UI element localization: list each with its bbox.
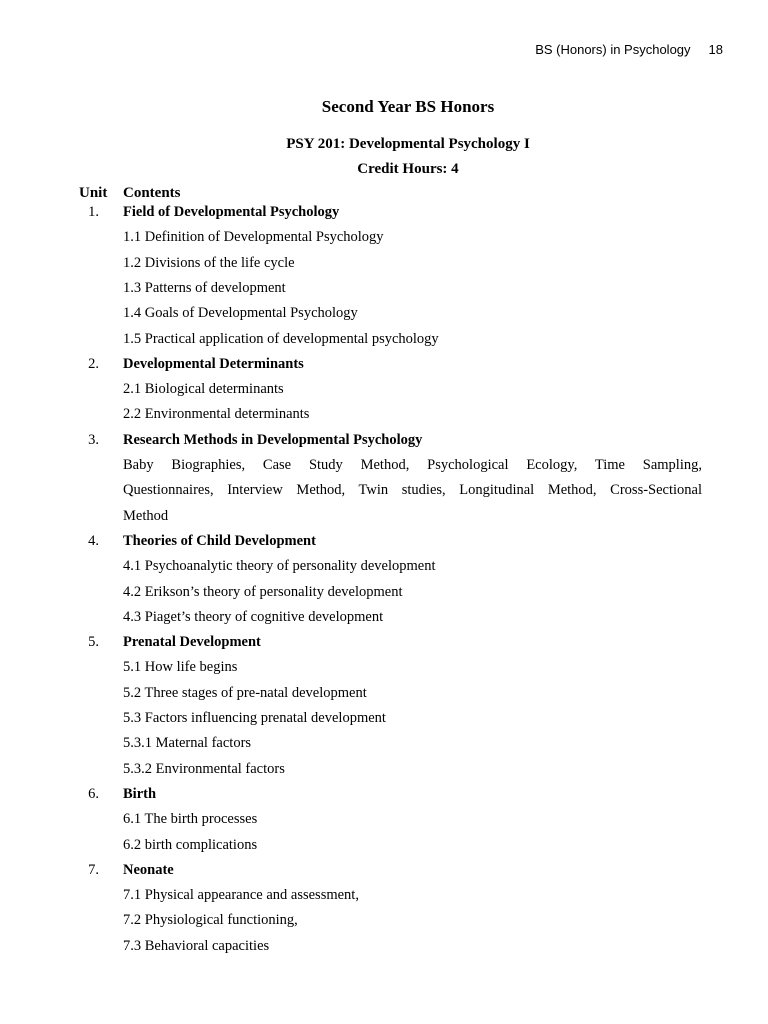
topic-item: 1.5 Practical application of developmental psychology <box>123 330 439 347</box>
unit-number: 1. <box>88 204 99 220</box>
topic-item: 4.2 Erikson’s theory of personality development <box>123 583 403 600</box>
unit-title: Birth <box>123 785 157 802</box>
unit-number: 4. <box>88 532 99 549</box>
unit-title: Developmental Determinants <box>123 355 304 372</box>
unit-title: Research Methods in Developmental Psychology <box>123 431 423 448</box>
unit-number: 6. <box>88 785 99 802</box>
running-header <box>535 42 723 57</box>
unit-title: Theories of Child Development <box>123 532 316 549</box>
unit-number: 7. <box>88 861 99 878</box>
topic-item: 1.2 Divisions of the life cycle <box>123 254 295 271</box>
unit-title: Neonate <box>123 861 174 878</box>
topic-item: 7.1 Physical appearance and assessment, <box>123 887 359 904</box>
topic-item: 5.3 Factors influencing prenatal development <box>123 710 386 726</box>
course-title: PSY 201: Developmental Psychology I <box>286 136 530 152</box>
page-title: Second Year BS Honors <box>321 97 495 116</box>
page-number: 18 <box>708 42 723 57</box>
unit-number: 2. <box>88 355 99 372</box>
credit-hours: Credit Hours: 4 <box>357 161 459 177</box>
topic-item: 6.1 The birth processes <box>123 811 258 828</box>
topic-paragraph-line: Baby Biographies, Case Study Method, Psychological Ecology, Time Sampling, <box>123 457 702 473</box>
topic-item: 1.4 Goals of Developmental Psychology <box>123 305 358 322</box>
topic-item: 5.3.2 Environmental factors <box>123 760 285 777</box>
unit-number: 3. <box>88 431 99 448</box>
topic-paragraph-line: Method <box>123 507 169 524</box>
topic-item: 7.2 Physiological functioning, <box>123 912 298 929</box>
topic-item: 7.3 Behavioral capacities <box>123 937 270 954</box>
topic-item: 2.1 Biological determinants <box>123 381 284 398</box>
contents-column-header: Contents <box>123 185 181 201</box>
running-title: BS (Honors) in Psychology <box>535 42 691 57</box>
topic-item: 1.3 Patterns of development <box>123 279 286 296</box>
topic-item: 5.3.1 Maternal factors <box>123 735 252 752</box>
topic-item: 5.2 Three stages of pre-natal development <box>123 684 367 701</box>
topic-item: 6.2 birth complications <box>123 836 258 853</box>
unit-number: 5. <box>88 634 99 651</box>
unit-title: Field of Developmental Psychology <box>123 204 340 220</box>
topic-item: 4.3 Piaget’s theory of cognitive development <box>123 608 384 625</box>
topic-item: 5.1 How life begins <box>123 659 238 676</box>
unit-title: Prenatal Development <box>123 634 261 651</box>
topic-item: 4.1 Psychoanalytic theory of personality development <box>123 558 436 575</box>
unit-column-header: Unit <box>79 185 108 201</box>
topic-item: 1.1 Definition of Developmental Psychology <box>123 229 384 246</box>
topic-paragraph-line: Questionnaires, Interview Method, Twin studies, Longitudinal Method, Cross-Sectional <box>123 482 702 499</box>
topic-item: 2.2 Environmental determinants <box>123 406 310 423</box>
